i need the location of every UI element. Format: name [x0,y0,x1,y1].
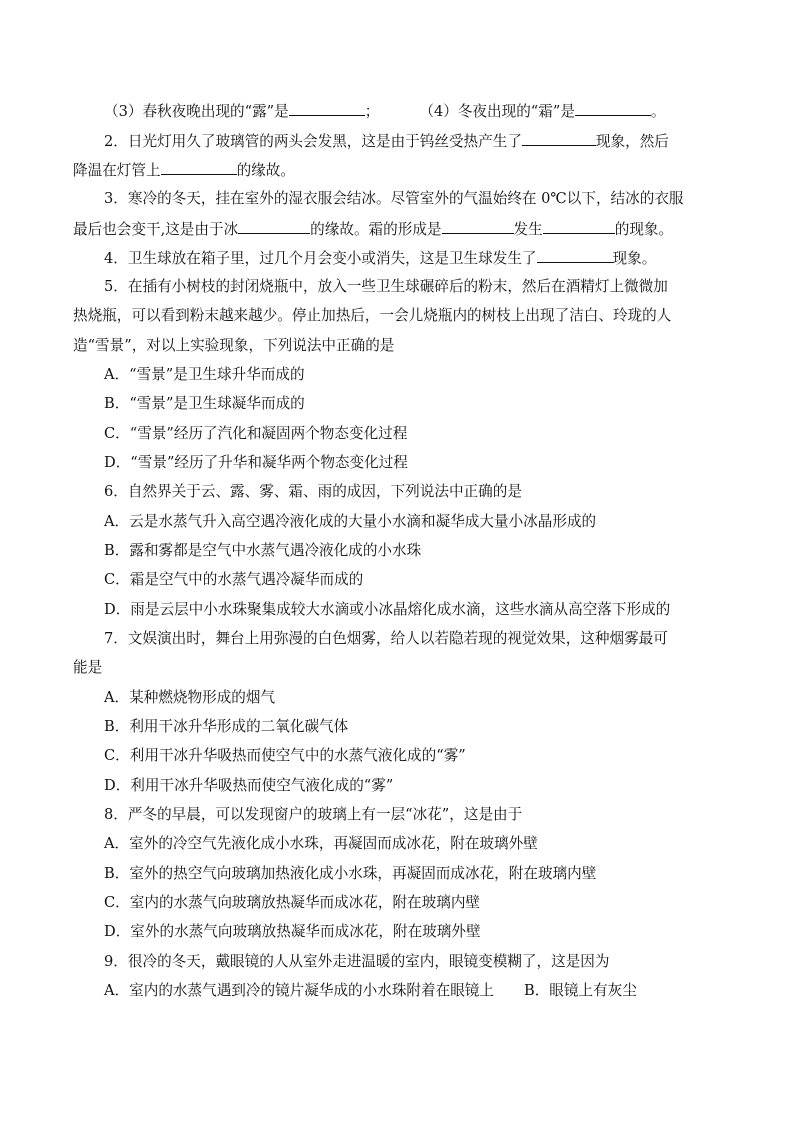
q3-text-d: 的现象。 [614,221,674,238]
q3-text-c: 发生 [513,221,543,238]
q7-option-a[interactable]: A．某种燃烧物形成的烟气 [104,689,276,706]
q4-text-a: 4．卫生球放在箱子里，过几个月会变小或消失，这是卫生球发生了 [104,250,537,267]
q5-option-d[interactable]: D．“雪景”经历了升华和凝华两个物态变化过程 [104,454,408,471]
q8-option-d[interactable]: D．室外的水蒸气向玻璃放热凝华而成冰花，附在玻璃外壁 [104,923,481,940]
q1-part3-text: （3）春秋夜晚出现的“露”是 [104,103,289,120]
q7-option-b[interactable]: B．利用干冰升华形成的二氧化碳气体 [104,718,349,735]
q1-separator: ； [364,103,380,120]
q6-option-d[interactable]: D．雨是云层中小水珠聚集成较大水滴或小冰晶熔化成水滴，这些水滴从高空落下形成的 [104,601,671,618]
q7-option-d[interactable]: D．利用干冰升华吸热而使空气液化成的“雾” [104,777,394,794]
q2-text-c: 降温在灯管上 [73,162,161,179]
q9-stem: 9．很冷的冬天，戴眼镜的人从室外走进温暖的室内，眼镜变模糊了，这是因为 [104,953,610,970]
q4-text-b: 现象。 [612,250,657,267]
q5-option-c[interactable]: C．“雪景”经历了汽化和凝固两个物态变化过程 [104,425,408,442]
q2-line-2 [73,160,295,181]
q8-option-a[interactable]: A．室外的冷空气先液化成小水珠，再凝固而成冰花，附在玻璃外壁 [104,835,538,852]
q2-blank-1[interactable] [522,131,596,146]
q3-blank-1[interactable] [238,219,310,234]
q5-stem-line-2: 热烧瓶，可以看到粉末越来越少。停止加热后，一会儿烧瓶内的树枝上出现了洁白、玲珑的人 [73,307,672,324]
q3-line-1: 3．寒冷的冬天，挂在室外的湿衣服会结冰。尽管室外的气温始终在 0℃以下，结冰的衣服 [104,190,684,207]
q3-blank-3[interactable] [543,219,615,234]
q6-option-b[interactable]: B．露和雾都是空气中水蒸气遇冷液化成的小水珠 [104,542,422,559]
q6-stem: 6．自然界关于云、露、雾、霜、雨的成因，下列说法中正确的是 [104,483,522,500]
q9-option-a[interactable]: A．室内的水蒸气遇到冷的镜片凝华成的小水珠附着在眼镜上 [104,982,494,999]
q2-line-1 [104,131,669,152]
q1-part4-blank[interactable] [575,101,651,116]
q6-option-c[interactable]: C．霜是空气中的水蒸气遇冷凝华而成的 [104,571,364,588]
q2-blank-2[interactable] [161,160,237,175]
q1-part3-4-line [104,101,666,122]
q8-option-c[interactable]: C．室内的水蒸气向玻璃放热凝华而成冰花，附在玻璃内壁 [104,894,481,911]
q7-option-c[interactable]: C．利用干冰升华吸热而使空气中的水蒸气液化成的“雾” [104,747,466,764]
q2-text-b: 现象，然后 [595,133,669,150]
q8-stem: 8．严冬的早晨，可以发现窗户的玻璃上有一层“冰花”，这是由于 [104,806,523,823]
q9-options-line [104,981,637,1001]
q3-line-2 [73,219,673,240]
q2-text-d: 的缘故。 [236,162,295,179]
q1-part3-blank[interactable] [289,101,365,116]
q2-text-a: 2．日光灯用久了玻璃管的两头会发黑，这是由于钨丝受热产生了 [104,133,522,150]
q4-line [104,248,656,269]
q7-stem-line-2: 能是 [73,659,103,676]
q3-blank-2[interactable] [442,219,514,234]
q1-end: 。 [650,103,666,120]
q5-option-b[interactable]: B．“雪景”是卫生球凝华而成的 [104,395,305,412]
q1-part4-text: （4）冬夜出现的“霜”是 [419,103,575,120]
q8-option-b[interactable]: B．室外的热空气向玻璃加热液化成小水珠，再凝固而成冰花，附在玻璃内壁 [104,865,597,882]
q5-option-a[interactable]: A．“雪景”是卫生球升华而成的 [104,366,305,383]
q9-option-b[interactable]: B．眼镜上有灰尘 [523,982,637,999]
q3-text-b: 的缘故。霜的形成是 [310,221,442,238]
q3-text-a: 最后也会变干,这是由于冰 [73,221,239,238]
q5-stem-line-3: 造“雪景”，对以上实验现象，下列说法中正确的是 [73,337,395,354]
q5-stem-line-1: 5．在插有小树枝的封闭烧瓶中，放入一些卫生球碾碎后的粉末，然后在酒精灯上微微加 [104,278,668,295]
q4-blank[interactable] [537,248,613,263]
q6-option-a[interactable]: A．云是水蒸气升入高空遇冷液化成的大量小水滴和凝华成大量小冰晶形成的 [104,513,597,530]
q7-stem-line-1: 7．文娱演出时，舞台上用弥漫的白色烟雾，给人以若隐若现的视觉效果，这种烟雾最可 [104,630,668,647]
